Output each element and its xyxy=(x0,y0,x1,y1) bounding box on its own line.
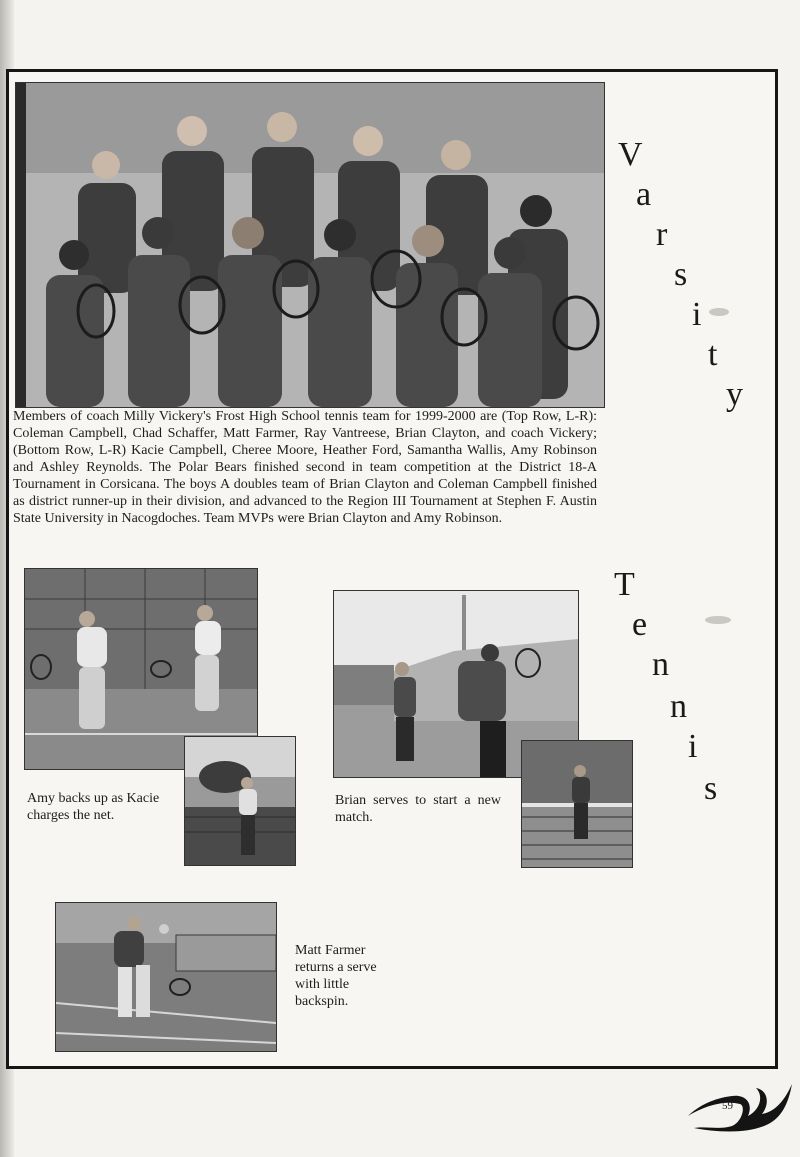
team-photo xyxy=(15,82,605,408)
title-letter-y: y xyxy=(726,376,743,413)
title-letter-r: r xyxy=(656,216,668,253)
title-letter-n2: n xyxy=(670,688,687,725)
title-letter-a: a xyxy=(636,176,652,213)
page-number: 59 xyxy=(722,1100,733,1112)
title-letter-t2: T xyxy=(614,566,635,603)
title-letter-e: e xyxy=(632,606,648,643)
brush-swoosh-icon xyxy=(684,1076,796,1134)
amy-kacie-caption: Amy backs up as Kacie charges the net. xyxy=(27,791,160,823)
decorative-spot xyxy=(705,616,731,624)
title-letter-n: n xyxy=(652,646,669,683)
matt-farmer-caption: Matt Farmer returns a serve with little backspin. xyxy=(295,943,377,1009)
title-letter-t: t xyxy=(708,336,718,373)
matt-farmer-photo xyxy=(55,902,277,1052)
team-photo-caption: Members of coach Milly Vickery's Frost High School tennis team for 1999-2000 are (Top Row, L-R): Coleman Campbell, Chad Schaffer, Matt Farmer, Ray Vantreese, Brian Clayton, and coach Vickery; (Bottom Row, L-R) Kacie Campbell, Cheree Moore, Heather Ford, Samantha Wallis, Amy Robinson and Ashley Reynolds. The Polar Bears finished second in team competition at the District 18-A Tournament in Corsicana. The boys A doubles team of Brian Clayton and Coleman Campbell finished as district runner-up in their division, and advanced to the Region III Tournament at Stephen F. Austin State University in Nacogdoches. Team MVPs were Brian Clayton and Amy Robinson. xyxy=(13,409,597,526)
amy-kacie-inset-photo xyxy=(184,736,296,866)
title-letter-s: s xyxy=(674,256,688,293)
brian-serve-caption: Brian serves to start a new match. xyxy=(335,793,501,825)
brian-serve-inset-photo xyxy=(521,740,633,868)
title-letter-i2: i xyxy=(688,728,698,765)
decorative-spot xyxy=(709,308,729,316)
title-letter-s2: s xyxy=(704,770,718,807)
title-letter-i: i xyxy=(692,296,702,333)
title-letter-v: V xyxy=(618,136,643,173)
